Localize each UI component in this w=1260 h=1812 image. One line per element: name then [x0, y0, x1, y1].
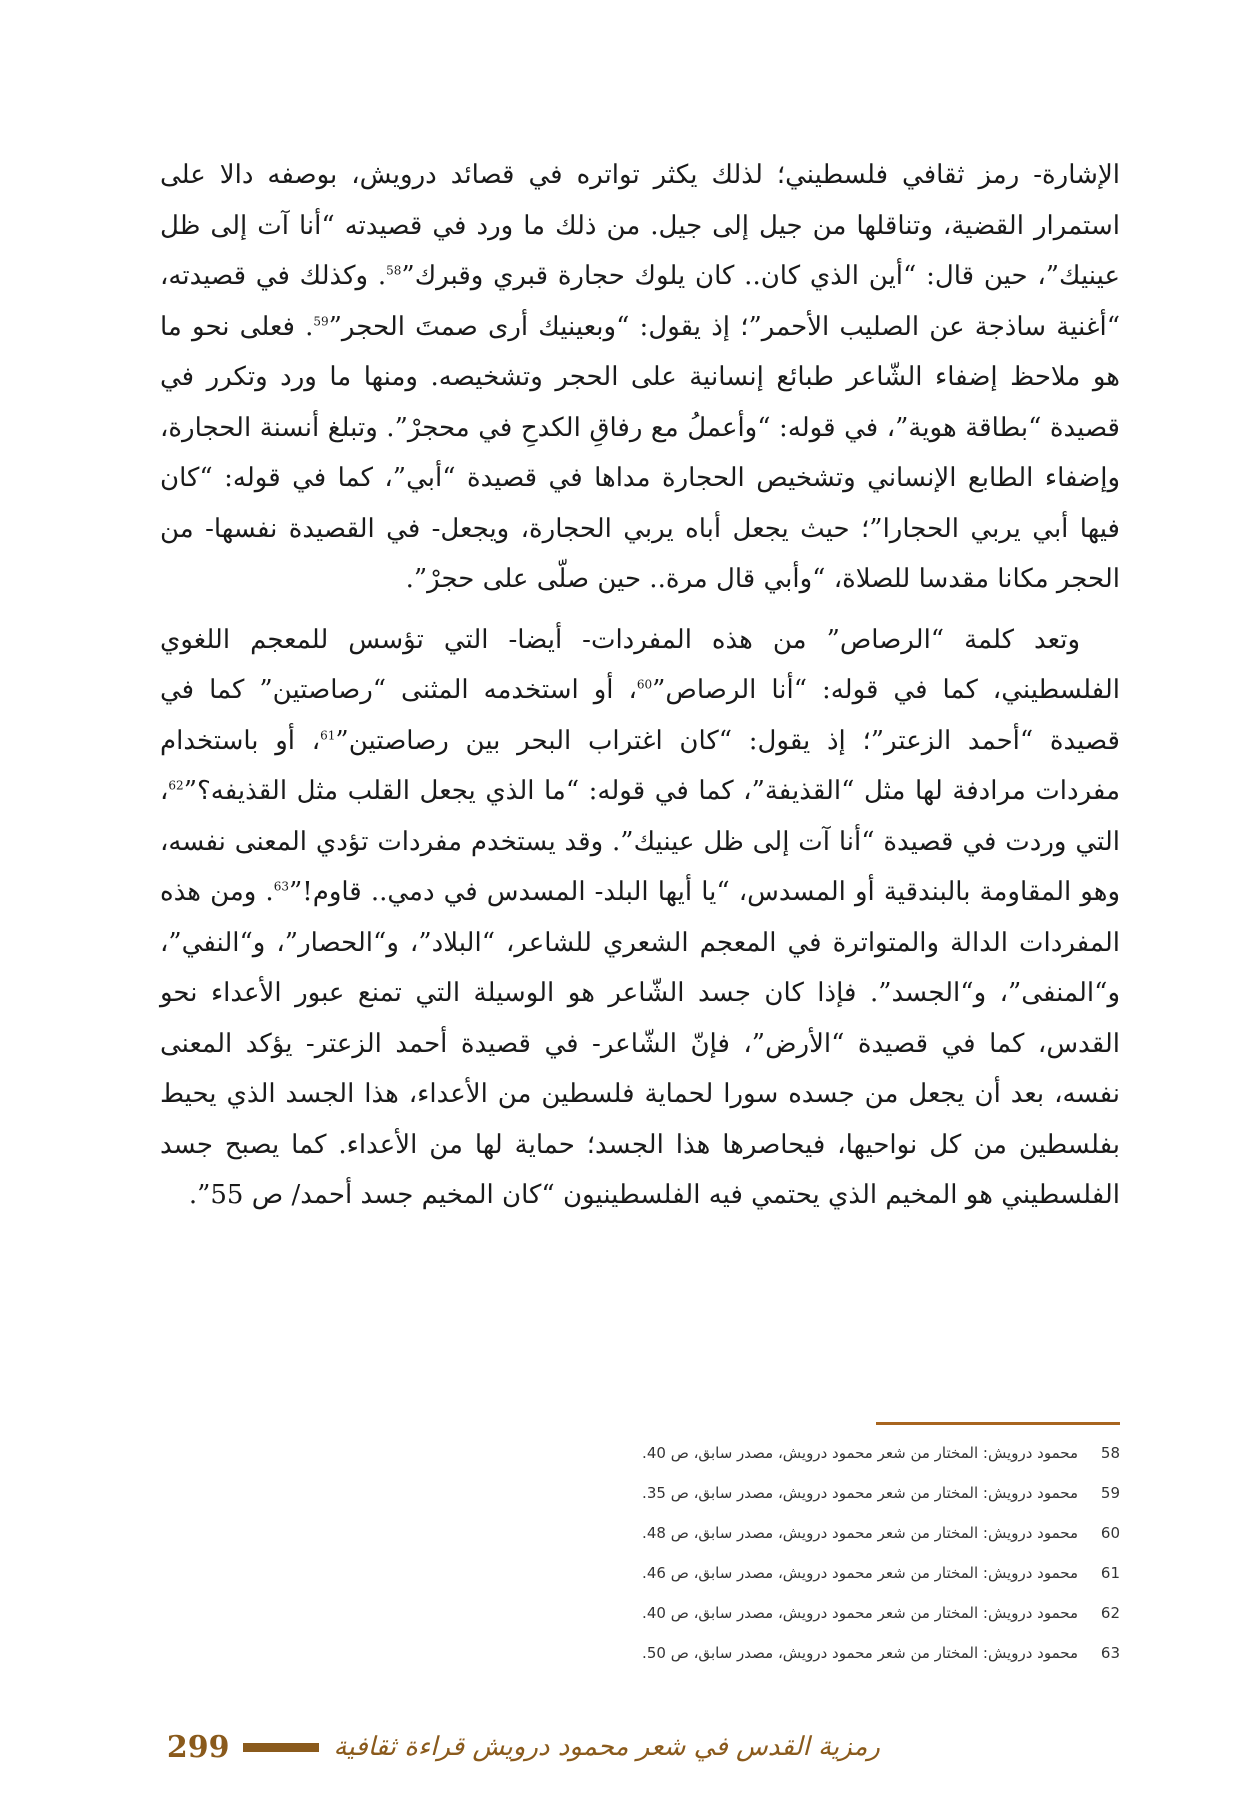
footnote-text: محمود درويش: المختار من شعر محمود درويش، مصدر سابق، ص 35.	[642, 1484, 1078, 1502]
footnote-59	[500, 1480, 1120, 1520]
running-title: رمزية القدس في شعر محمود درويش قراءة ثقافية	[333, 1732, 880, 1762]
footnote-separator-rule	[876, 1422, 1120, 1425]
footnote-63	[500, 1640, 1120, 1680]
footnote-text: محمود درويش: المختار من شعر محمود درويش، مصدر سابق، ص 48.	[642, 1524, 1078, 1542]
running-footer	[100, 1722, 880, 1772]
footnote-reference-61: 61	[320, 727, 336, 742]
footnote-text: محمود درويش: المختار من شعر محمود درويش، مصدر سابق، ص 40.	[642, 1604, 1078, 1622]
footnote-number: 62	[1100, 1604, 1120, 1622]
footnote-reference-62: 62	[168, 778, 184, 793]
footnotes	[500, 1440, 1120, 1680]
footnote-text: محمود درويش: المختار من شعر محمود درويش، مصدر سابق، ص 40.	[642, 1444, 1078, 1462]
footnote-reference-63: 63	[273, 879, 289, 894]
footnote-58	[500, 1440, 1120, 1480]
footnote-reference-59: 59	[313, 313, 329, 328]
footnote-number: 60	[1100, 1524, 1120, 1542]
paragraph-text-run: ، أو باستخدام مفردات مرادفة لها مثل “القذيفة”، كما في قوله: “ما الذي يجعل القلب مثل القذيفه؟”	[160, 725, 1120, 806]
paragraph-1	[160, 150, 1120, 605]
footnote-text: محمود درويش: المختار من شعر محمود درويش، مصدر سابق، ص 46.	[642, 1564, 1078, 1582]
footnote-61	[500, 1560, 1120, 1600]
footnote-reference-60: 60	[636, 677, 653, 692]
paragraph-text-run: ، التي وردت في قصيدة “أنا آت إلى ظل عينيك”. وقد يستخدم مفردات تؤدي المعنى نفسه، وهو المقاومة بالبندقية أو المسدس، “يا أيها البلد- المسدس في دمي.. قاوم!”	[160, 776, 1120, 907]
footnote-60	[500, 1520, 1120, 1560]
paragraph-text-run: ، أو استخدمه المثنى “رصاصتين” كما في قصيدة “أحمد الزعتر”؛ إذ يقول: “كان اغتراب البحر بين رصاصتين”	[160, 675, 1120, 756]
paragraph-text-run: . ومن هذه المفردات الدالة والمتواترة في المعجم الشعري للشاعر، “البلاد”، و“الحصار”، و“النفي”، و“المنفى”، و“الجسد”. فإذا كان جسد الشّاعر هو الوسيلة التي تمنع عبور الأعداء نحو القدس، كما في قصيدة “الأرض”، فإنّ الشّاعر- في قصيدة أحمد الزعتر- يؤكد المعنى نفسه، بعد أن يجعل من جسده سورا لحماية فلسطين من الأعداء، هذا الجسد الذي يحيط بفلسطين من كل نواحيها، فيحاصرها هذا الجسد؛ حماية لها من الأعداء. كما يصبح جسد الفلسطيني هو المخيم الذي يحتمي فيه الفلسطينيون “كان المخيم جسد أحمد/ ص 55”.	[160, 877, 1120, 1210]
paragraph-text-run: وتعد كلمة “الرصاص” من هذه المفردات- أيضا- التي تؤسس للمعجم اللغوي الفلسطيني، كما في قوله: “أنا الرصاص”	[160, 624, 1120, 705]
footnote-text: محمود درويش: المختار من شعر محمود درويش، مصدر سابق، ص 50.	[642, 1644, 1078, 1662]
footnote-62	[500, 1600, 1120, 1640]
paragraph-2	[160, 615, 1120, 1221]
footnote-number: 58	[1100, 1444, 1120, 1462]
paragraph-text-run: الإشارة- رمز ثقافي فلسطيني؛ لذلك يكثر تواتره في قصائد درويش، بوصفه دالا على استمرار القضية، وتناقلها من جيل إلى جيل. من ذلك ما ورد في قصيدته “أنا آت إلى ظل عينيك”، حين قال: “أين الذي كان.. كان يلوك حجارة قبري وقبرك”	[160, 160, 1120, 291]
paragraph-text-run: . وكذلك في قصيدته، “أغنية ساذجة عن الصليب الأحمر”؛ إذ يقول: “وبعينيك أرى صمتَ الحجر”	[160, 261, 1120, 342]
body-text	[160, 150, 1120, 1221]
page-number: 299	[166, 1729, 230, 1765]
footnote-number: 63	[1100, 1644, 1120, 1662]
footnote-number: 61	[1100, 1564, 1120, 1582]
footnote-reference-58: 58	[386, 263, 402, 278]
footnote-number: 59	[1100, 1484, 1120, 1502]
footer-decorative-bar	[243, 1743, 319, 1752]
paragraph-text-run: . فعلى نحو ما هو ملاحظ إضفاء الشّاعر طبائع إنسانية على الحجر وتشخيصه. ومنها ما ورد وتكرر في قصيدة “بطاقة هوية”، في قوله: “وأعملُ مع رفاقِ الكدحِ في محجرْ”. وتبلغ أنسنة الحجارة، وإضفاء الطابع الإنساني وتشخيص الحجارة مداها في قصيدة “أبي”، كما في قوله: “كان فيها أبي يربي الحجارا”؛ حيث يجعل أباه يربي الحجارة، ويجعل- في القصيدة نفسها- من الحجر مكانا مقدسا للصلاة، “وأبي قال مرة.. حين صلّى على حجرْ”.	[160, 311, 1120, 594]
